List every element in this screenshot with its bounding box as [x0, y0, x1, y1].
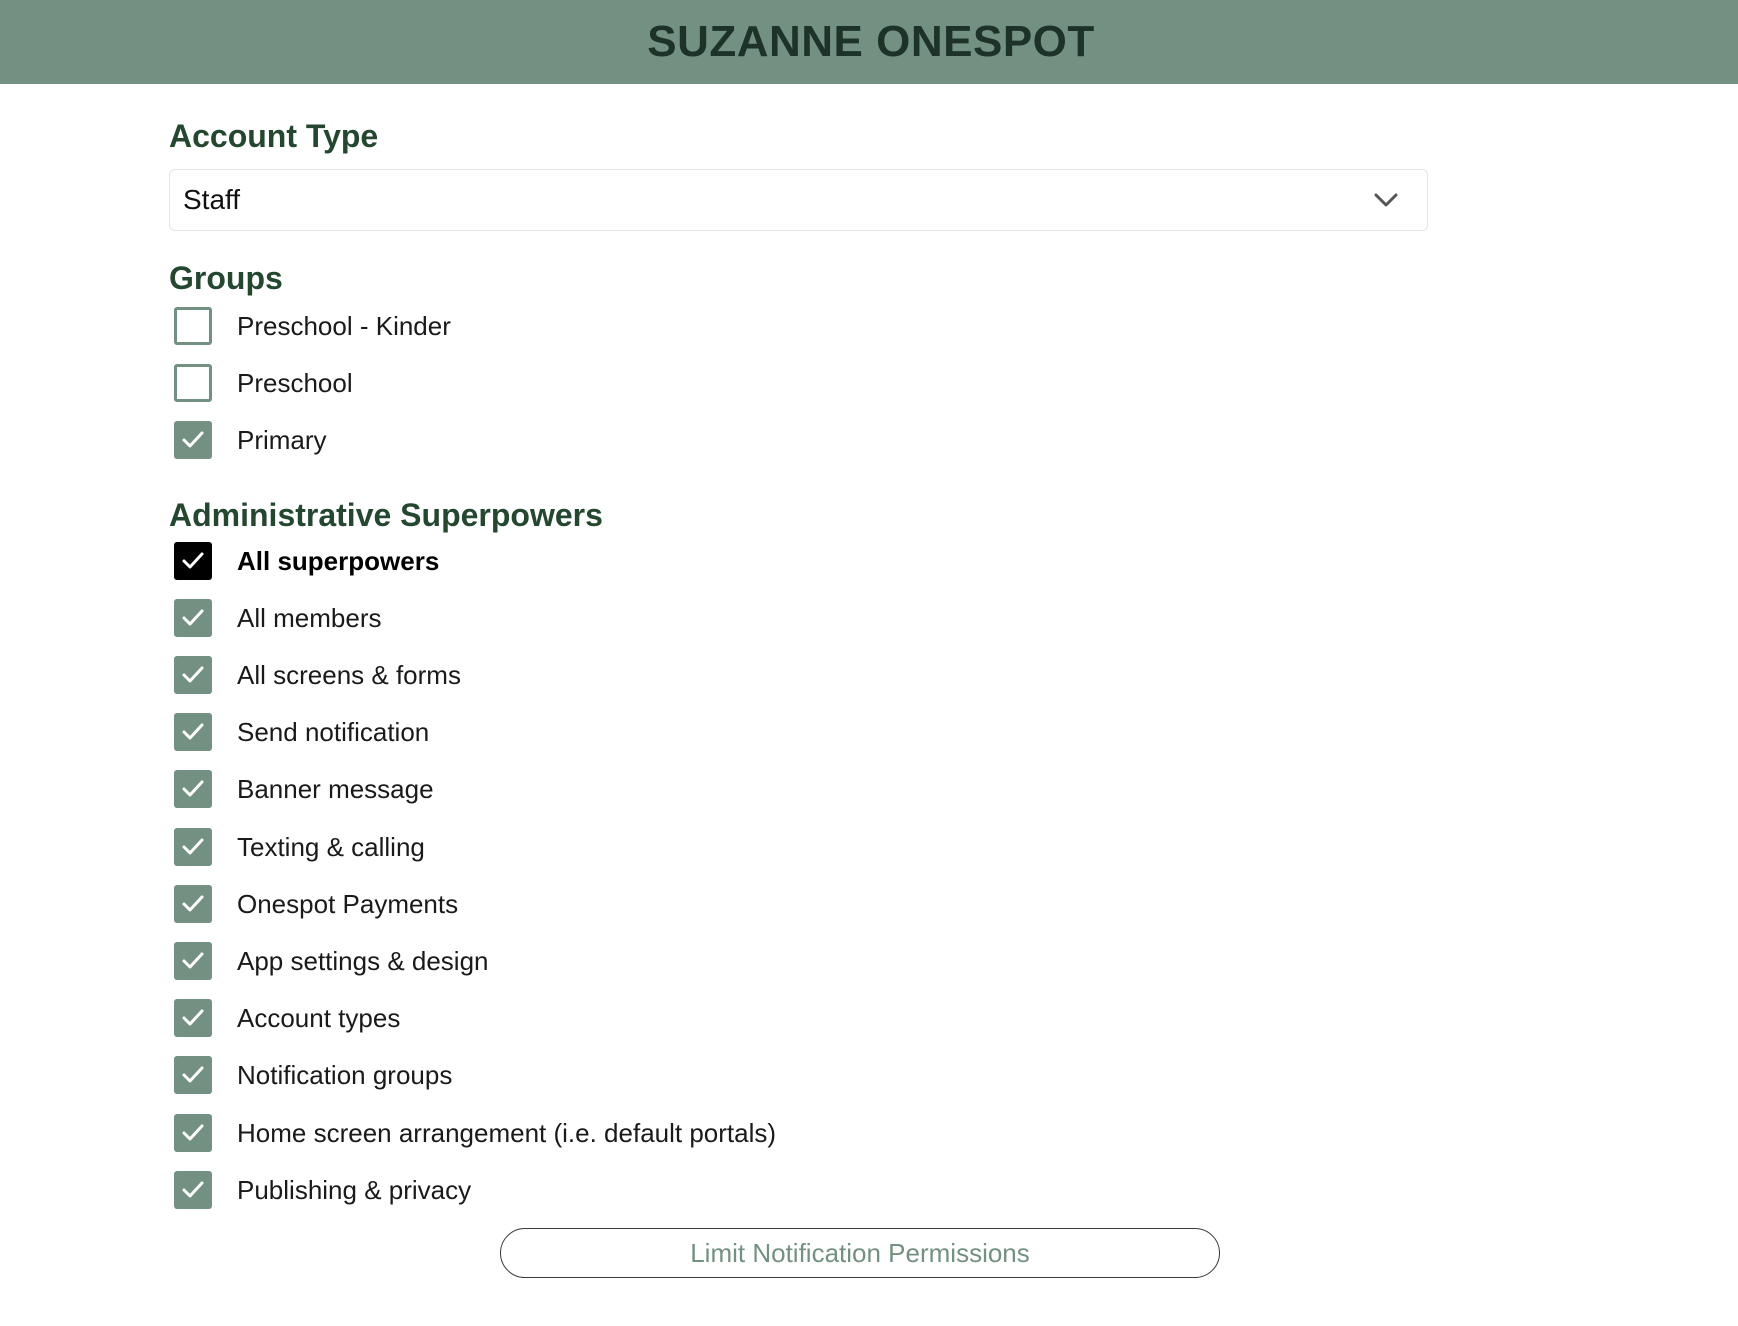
app-header: [0, 0, 1738, 84]
checkmark-icon: [179, 947, 207, 975]
checkbox[interactable]: [174, 713, 212, 751]
checkmark-icon: [179, 1004, 207, 1032]
checkmark-icon: [179, 661, 207, 689]
checkbox[interactable]: [174, 828, 212, 866]
checkbox[interactable]: [174, 1114, 212, 1152]
account-type-heading: Account Type: [169, 118, 379, 154]
checkbox-label: All superpowers: [237, 545, 440, 576]
checkbox-label: Publishing & privacy: [237, 1174, 472, 1205]
groups-heading: Groups: [169, 260, 283, 296]
checkbox[interactable]: [174, 999, 212, 1037]
checkbox[interactable]: [174, 656, 212, 694]
group-preschool-kinder[interactable]: [174, 306, 451, 346]
checkbox[interactable]: [174, 542, 212, 580]
group-primary[interactable]: [174, 420, 327, 460]
checkbox-label: All screens & forms: [237, 659, 461, 690]
checkmark-icon: [179, 547, 207, 575]
superpower-app-settings-design[interactable]: [174, 941, 489, 981]
superpower-texting-calling[interactable]: [174, 827, 425, 867]
superpower-notification-groups[interactable]: [174, 1055, 452, 1095]
checkbox[interactable]: [174, 1056, 212, 1094]
checkbox[interactable]: [174, 942, 212, 980]
superpower-all-members[interactable]: [174, 598, 381, 638]
superpower-onespot-payments[interactable]: [174, 884, 458, 924]
superpower-banner-message[interactable]: [174, 769, 434, 809]
page-title: SUZANNE ONESPOT: [647, 17, 1095, 66]
checkbox-label: Texting & calling: [237, 831, 425, 862]
checkmark-icon: [179, 604, 207, 632]
checkbox[interactable]: [174, 770, 212, 808]
checkmark-icon: [179, 426, 207, 454]
checkbox[interactable]: [174, 421, 212, 459]
checkbox-label: Send notification: [237, 716, 430, 747]
superpower-all[interactable]: [174, 541, 439, 581]
checkbox-label: Primary: [237, 424, 327, 455]
checkbox-label: Notification groups: [237, 1059, 453, 1090]
checkbox[interactable]: [174, 885, 212, 923]
checkmark-icon: [179, 775, 207, 803]
superpower-send-notification[interactable]: [174, 712, 429, 752]
checkbox[interactable]: [174, 364, 212, 402]
checkmark-icon: [179, 890, 207, 918]
checkbox-label: Banner message: [237, 773, 434, 804]
superpower-account-types[interactable]: [174, 998, 400, 1038]
checkbox-label: App settings & design: [237, 945, 489, 976]
checkbox-label: All members: [237, 602, 382, 633]
chevron-down-icon: [1373, 189, 1399, 211]
superpower-all-screens-forms[interactable]: [174, 655, 461, 695]
group-preschool[interactable]: [174, 363, 353, 403]
account-type-selected-value: Staff: [183, 184, 241, 215]
superpower-publishing-privacy[interactable]: [174, 1170, 471, 1210]
checkbox-label: Onespot Payments: [237, 888, 459, 919]
account-type-select[interactable]: [169, 169, 1428, 231]
checkmark-icon: [179, 1176, 207, 1204]
checkmark-icon: [179, 1061, 207, 1089]
checkmark-icon: [179, 718, 207, 746]
checkbox[interactable]: [174, 307, 212, 345]
superpower-home-screen-arrangement[interactable]: [174, 1113, 776, 1153]
checkbox[interactable]: [174, 1171, 212, 1209]
checkbox-label: Account types: [237, 1002, 401, 1033]
administrative-superpowers-heading: Administrative Superpowers: [169, 497, 603, 533]
checkmark-icon: [179, 833, 207, 861]
checkbox-label: Home screen arrangement (i.e. default portals): [237, 1117, 777, 1148]
checkbox-label: Preschool - Kinder: [237, 310, 451, 341]
checkbox[interactable]: [174, 599, 212, 637]
checkbox-label: Preschool: [237, 367, 353, 398]
checkmark-icon: [179, 1119, 207, 1147]
limit-notification-permissions-button[interactable]: Limit Notification Permissions: [500, 1228, 1220, 1278]
